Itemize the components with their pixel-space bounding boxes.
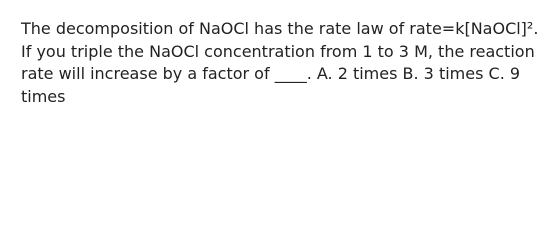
question-text: The decomposition of NaOCl has the rate law of rate=k[NaOCl]². If you triple the NaOCl concentration from 1 to 3 M, the reaction rate will increase by a factor of ____. A. 2 times B. 3 times C. 9 times: [21, 19, 539, 106]
